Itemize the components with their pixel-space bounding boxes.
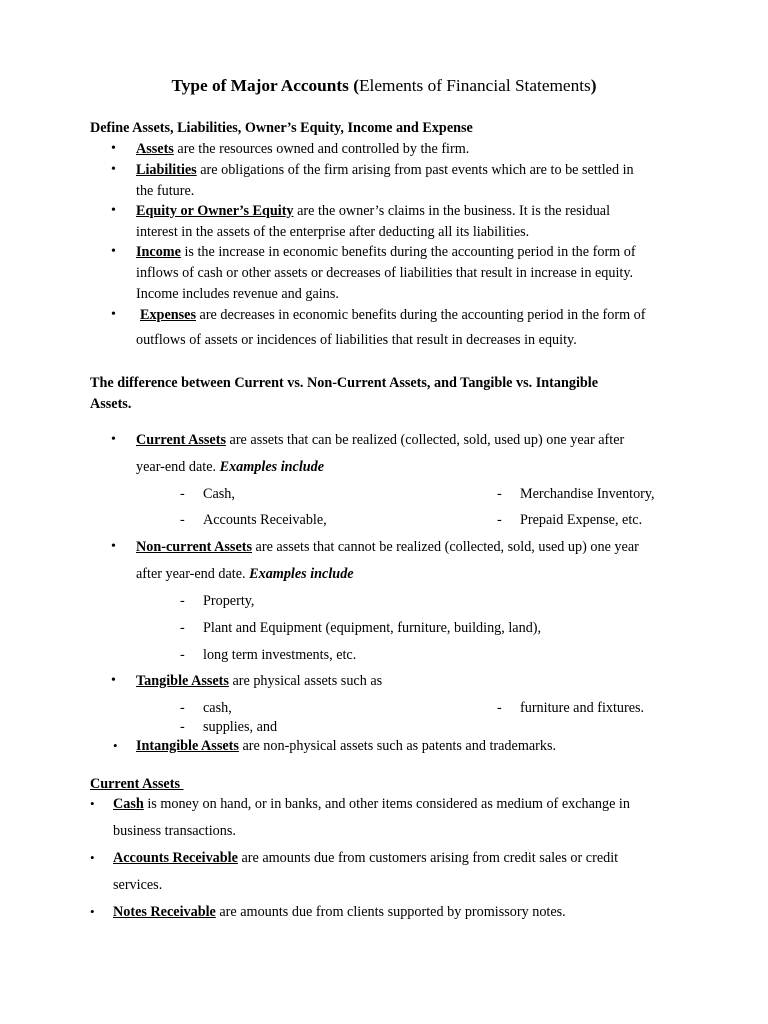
text-line: services. — [113, 877, 163, 893]
term-current-assets: Current Assets — [136, 432, 226, 448]
section2-heading-line1: The difference between Current vs. Non-Current Assets, and Tangible vs. Intangible — [90, 375, 599, 391]
text-line: Income includes revenue and gains. — [136, 286, 339, 302]
title-normal: Elements of Financial Statements — [358, 76, 591, 95]
bullet: • — [90, 904, 95, 919]
noncurrent-assets-definition — [136, 539, 677, 556]
bullet: • — [111, 244, 116, 259]
text-line: are the owner’s claims in the business. It is the residual — [297, 203, 611, 219]
definition-income — [136, 244, 677, 261]
example-item: furniture and fixtures. — [520, 700, 645, 716]
text-line: after year-end date. — [136, 566, 246, 582]
text-line: inflows of cash or other assets or decreases of liabilities that result in increase in equity. — [136, 265, 634, 281]
term-noncurrent-assets: Non-current Assets — [136, 539, 252, 555]
dash: - — [180, 486, 185, 502]
text-line: are physical assets such as — [232, 673, 383, 689]
dash: - — [180, 512, 185, 528]
text-line: the future. — [136, 183, 195, 199]
dash: - — [180, 647, 185, 663]
dash: - — [180, 620, 185, 636]
term-equity: Equity or Owner’s Equity — [136, 203, 294, 219]
accounts-receivable-definition — [113, 850, 677, 867]
example-item: Accounts Receivable, — [203, 512, 327, 528]
definition-equity — [136, 203, 677, 220]
term-accounts-receivable: Accounts Receivable — [113, 850, 238, 866]
bullet: • — [111, 539, 116, 554]
term-intangible-assets: Intangible Assets — [136, 738, 239, 754]
example-item: Merchandise Inventory, — [520, 486, 655, 502]
example-item: Plant and Equipment (equipment, furniture, building, land), — [203, 620, 542, 636]
examples-label: Examples include — [219, 459, 325, 475]
text-line: year-end date. — [136, 459, 217, 475]
title-bold: Type of Major Accounts ( — [171, 76, 359, 95]
text-line: are amounts due from clients supported by promissory notes. — [219, 904, 566, 920]
section2-heading-line2: Assets. — [90, 396, 132, 412]
example-item: Cash, — [203, 486, 235, 502]
example-item: cash, — [203, 700, 232, 716]
examples-label: Examples include — [249, 566, 354, 582]
bullet: • — [111, 162, 116, 177]
text-line: are decreases in economic benefits during the accounting period in the form of — [199, 307, 646, 323]
bullet: • — [111, 673, 116, 688]
section1-heading: Define Assets, Liabilities, Owner’s Equity, Income and Expense — [90, 120, 473, 136]
notes-receivable-definition — [113, 904, 566, 921]
definition-liabilities — [136, 162, 677, 179]
term-notes-receivable: Notes Receivable — [113, 904, 216, 920]
term-assets: Assets — [136, 141, 174, 157]
text-line: is the increase in economic benefits during the accounting period in the form of — [184, 244, 636, 260]
text-line: is money on hand, or in banks, and other items considered as medium of exchange in — [147, 796, 630, 812]
term-income: Income — [136, 244, 181, 260]
document-title — [0, 76, 768, 96]
bullet: • — [90, 796, 95, 811]
text-line: are non-physical assets such as patents and trademarks. — [242, 738, 557, 754]
title-close: ) — [590, 76, 597, 95]
text-line: are assets that cannot be realized (collected, sold, used up) one year — [255, 539, 639, 555]
bullet: • — [113, 738, 118, 753]
text-line: are assets that can be realized (collected, sold, used up) one year after — [229, 432, 625, 448]
current-assets-definition — [136, 432, 677, 449]
example-item: Prepaid Expense, etc. — [520, 512, 643, 528]
noncurrent-assets-line2 — [136, 566, 354, 583]
dash: - — [180, 593, 185, 609]
term-expenses: Expenses — [140, 307, 196, 323]
bullet: • — [111, 203, 116, 218]
definition-expenses — [140, 307, 677, 324]
section3-heading: Current Assets — [90, 776, 184, 792]
definition-assets — [136, 141, 469, 158]
dash: - — [497, 700, 502, 716]
intangible-assets-definition — [136, 738, 556, 755]
term-tangible-assets: Tangible Assets — [136, 673, 229, 689]
tangible-assets-definition — [136, 673, 382, 690]
bullet: • — [90, 850, 95, 865]
example-item: Property, — [203, 593, 255, 609]
text-line: business transactions. — [113, 823, 236, 839]
current-assets-line2 — [136, 459, 324, 476]
cash-definition — [113, 796, 677, 813]
dash: - — [497, 512, 502, 528]
example-item: supplies, and — [203, 719, 278, 735]
dash: - — [497, 486, 502, 502]
bullet: • — [111, 307, 116, 322]
bullet: • — [111, 141, 116, 156]
example-item: long term investments, etc. — [203, 647, 357, 663]
text-line: are amounts due from customers arising from credit sales or credit — [241, 850, 619, 866]
term-cash: Cash — [113, 796, 144, 812]
text-line: are the resources owned and controlled by the firm. — [177, 141, 470, 157]
dash: - — [180, 700, 185, 716]
text-line: are obligations of the firm arising from past events which are to be settled in — [200, 162, 634, 178]
dash: - — [180, 719, 185, 735]
term-liabilities: Liabilities — [136, 162, 197, 178]
bullet: • — [111, 432, 116, 447]
text-line: interest in the assets of the enterprise after deducting all its liabilities. — [136, 224, 530, 240]
text-line: outflows of assets or incidences of liabilities that result in decreases in equity. — [136, 332, 577, 348]
